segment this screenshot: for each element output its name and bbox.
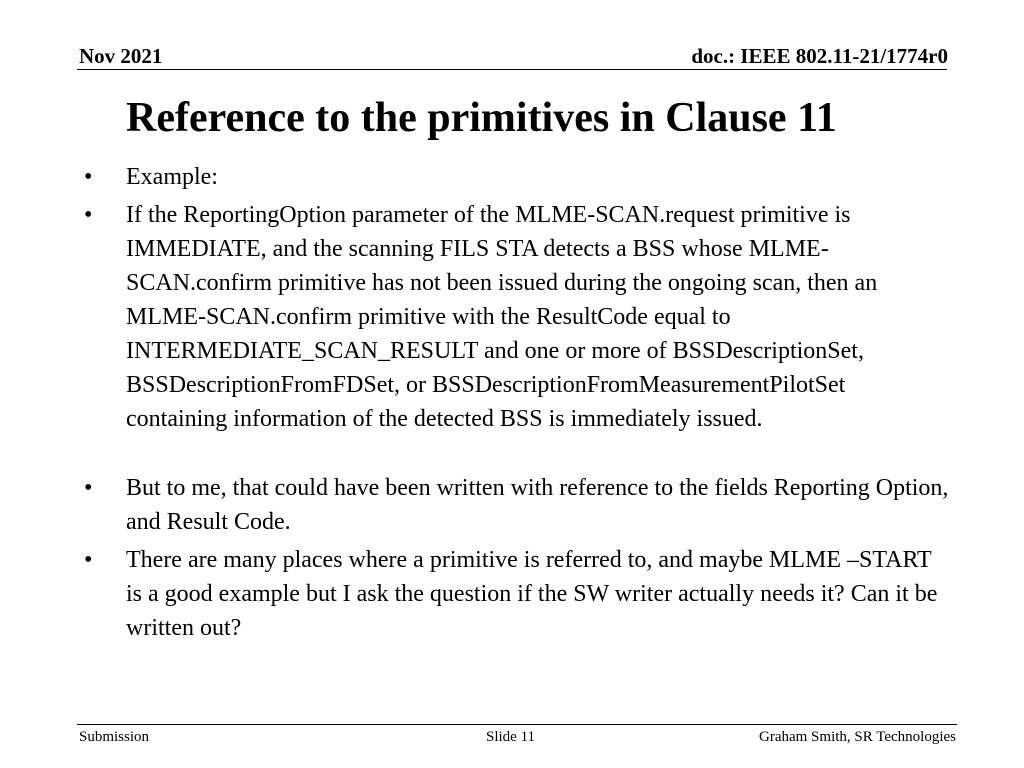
bullet-dot-icon: • xyxy=(84,202,93,228)
footer-submission: Submission xyxy=(79,729,150,745)
bullet-dot-icon: • xyxy=(84,547,93,573)
footer-author: Graham Smith, SR Technologies xyxy=(759,729,956,745)
footer-slide-number: Slide 11 xyxy=(486,729,536,745)
bullet-text: If the ReportingOption parameter of the MLME-SCAN.request primitive is IMMEDIATE, and the scanning FILS STA detects a BSS whose MLME-SCAN.confirm primitive has not been issued during the ongoing scan, then an MLME-SCAN.confirm primitive with the ResultCode equal to INTERMEDIATE_SCAN_RESULT and one or more of BSSDescriptionSet, BSSDescriptionFromFDSet, or BSSDescriptionFromMeasurementPilotSet containing information of the detected BSS is immediately issued. xyxy=(126,202,878,432)
header-date: Nov 2021 xyxy=(79,44,163,68)
header-doc-id: doc.: IEEE 802.11-21/1774r0 xyxy=(691,44,948,68)
header-divider xyxy=(77,69,947,70)
bullet-item-example xyxy=(82,160,952,194)
bullet-dot-icon: • xyxy=(84,475,93,501)
slide-title: Reference to the primitives in Clause 11 xyxy=(126,95,837,141)
footer-divider xyxy=(77,724,957,725)
bullet-list xyxy=(82,160,952,649)
bullet-text: But to me, that could have been written with reference to the fields Reporting Option, and Result Code. xyxy=(126,475,949,535)
bullet-item-question xyxy=(82,543,952,645)
bullet-text: Example: xyxy=(126,164,218,190)
bullet-dot-icon: • xyxy=(84,164,93,190)
bullet-item-reporting-option xyxy=(82,198,952,436)
bullet-text: There are many places where a primitive is referred to, and maybe MLME –START is a good example but I ask the question if the SW writer actually needs it? Can it be written out? xyxy=(126,547,938,641)
bullet-item-opinion xyxy=(82,471,952,539)
